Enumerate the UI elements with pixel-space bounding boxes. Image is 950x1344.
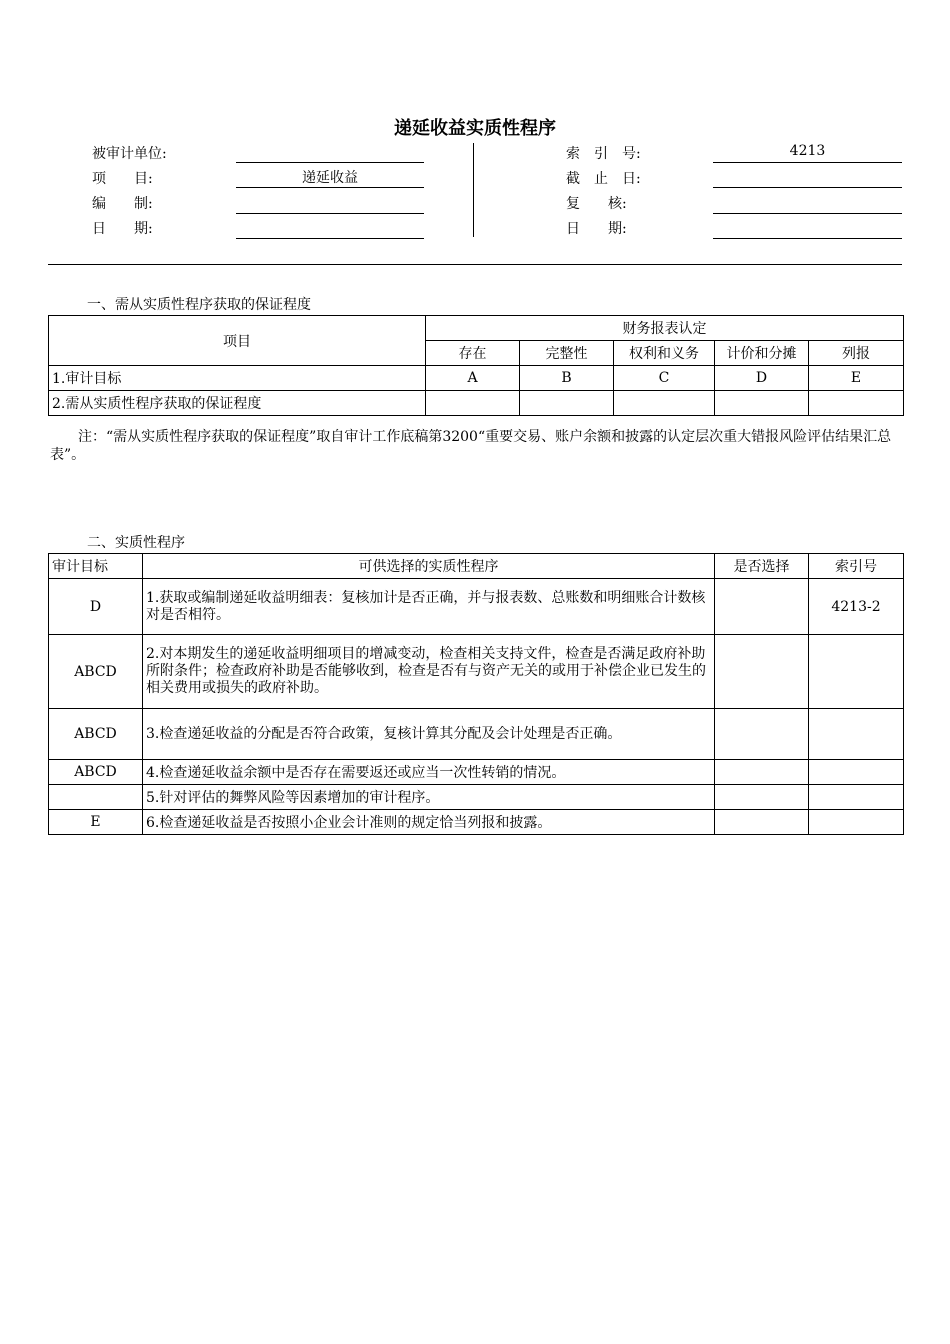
assurance-table — [48, 315, 904, 416]
preparer-field[interactable] — [236, 213, 424, 214]
item-header: 项目 — [49, 316, 426, 366]
selected-cell[interactable] — [715, 760, 809, 785]
table-cell: D — [715, 366, 809, 391]
assertion-presentation: 列报 — [809, 341, 904, 366]
goal-cell: ABCD — [49, 709, 143, 760]
table-cell[interactable] — [809, 391, 904, 416]
section1-heading: 一、需从实质性程序获取的保证程度 — [87, 297, 311, 313]
table-cell[interactable] — [426, 391, 520, 416]
index-number-label: 索 引 号: — [566, 146, 641, 162]
preparer-label: 编 制: — [92, 196, 153, 212]
col-header-procedure: 可供选择的实质性程序 — [143, 554, 715, 579]
table-row — [49, 785, 904, 810]
procedure-cell: 4.检查递延收益余额中是否存在需要返还或应当一次性转销的情况。 — [143, 760, 715, 785]
index-cell[interactable] — [809, 785, 904, 810]
auditee-field[interactable] — [236, 162, 424, 163]
assertion-existence: 存在 — [426, 341, 520, 366]
assertion-valuation: 计价和分摊 — [715, 341, 809, 366]
prepare-date-field[interactable] — [236, 238, 424, 239]
cutoff-date-field[interactable] — [713, 187, 902, 188]
table-cell: A — [426, 366, 520, 391]
table-cell[interactable] — [614, 391, 715, 416]
table-cell[interactable] — [520, 391, 614, 416]
row-label: 2.需从实质性程序获取的保证程度 — [49, 391, 426, 416]
goal-cell: E — [49, 810, 143, 835]
index-number-value: 4213 — [789, 143, 826, 159]
procedure-cell: 5.针对评估的舞弊风险等因素增加的审计程序。 — [143, 785, 715, 810]
prepare-date-label: 日 期: — [92, 221, 153, 237]
table-row — [49, 391, 904, 416]
review-date-field[interactable] — [713, 238, 902, 239]
cutoff-date-label: 截 止 日: — [566, 171, 641, 187]
selected-cell[interactable] — [715, 579, 809, 635]
page-title: 递延收益实质性程序 — [394, 118, 556, 139]
procedure-cell: 3.检查递延收益的分配是否符合政策，复核计算其分配及会计处理是否正确。 — [143, 709, 715, 760]
goal-cell: ABCD — [49, 760, 143, 785]
col-header-selected: 是否选择 — [715, 554, 809, 579]
project-label: 项 目: — [92, 171, 153, 187]
table-row — [49, 366, 904, 391]
table-row — [49, 579, 904, 635]
table-row — [49, 709, 904, 760]
procedure-cell: 1.获取或编制递延收益明细表：复核加计是否正确，并与报表数、总账数和明细账合计数核对是否相符。 — [143, 579, 715, 635]
assertion-completeness: 完整性 — [520, 341, 614, 366]
table-row — [49, 810, 904, 835]
note-text: 注：“需从实质性程序获取的保证程度”取自审计工作底稿第3200“重要交易、账户余额和披露的认定层次重大错报风险评估结果汇总表”。 — [50, 429, 892, 463]
table-cell: B — [520, 366, 614, 391]
table-row — [49, 760, 904, 785]
table-cell: C — [614, 366, 715, 391]
header-divider — [473, 143, 474, 237]
row-label: 1.审计目标 — [49, 366, 426, 391]
index-cell[interactable] — [809, 760, 904, 785]
review-date-label: 日 期: — [566, 221, 627, 237]
index-cell[interactable] — [809, 810, 904, 835]
header-rule — [48, 264, 902, 265]
col-header-goal: 审计目标 — [49, 554, 143, 579]
col-header-index: 索引号 — [809, 554, 904, 579]
assertion-rights-obligations: 权利和义务 — [614, 341, 715, 366]
reviewer-label: 复 核: — [566, 196, 627, 212]
index-number-field[interactable] — [713, 162, 902, 163]
section2-heading: 二、实质性程序 — [87, 535, 185, 551]
reviewer-field[interactable] — [713, 213, 902, 214]
procedures-table — [48, 553, 904, 835]
goal-cell — [49, 785, 143, 810]
assertion-group-header: 财务报表认定 — [426, 316, 904, 341]
goal-cell: D — [49, 579, 143, 635]
goal-cell: ABCD — [49, 635, 143, 709]
procedure-cell: 6.检查递延收益是否按照小企业会计准则的规定恰当列报和披露。 — [143, 810, 715, 835]
project-field[interactable] — [236, 187, 424, 188]
selected-cell[interactable] — [715, 635, 809, 709]
procedure-cell: 2.对本期发生的递延收益明细项目的增减变动，检查相关支持文件，检查是否满足政府补助所附条件；检查政府补助是否能够收到，检查是否有与资产无关的或用于补偿企业已发生的相关费用或损失的政府补助。 — [143, 635, 715, 709]
auditee-label: 被审计单位: — [92, 146, 167, 162]
table-row — [49, 635, 904, 709]
table-cell: E — [809, 366, 904, 391]
index-cell[interactable] — [809, 709, 904, 760]
selected-cell[interactable] — [715, 810, 809, 835]
table-cell[interactable] — [715, 391, 809, 416]
index-cell[interactable] — [809, 635, 904, 709]
index-cell[interactable]: 4213-2 — [809, 579, 904, 635]
project-value: 递延收益 — [302, 170, 358, 186]
selected-cell[interactable] — [715, 785, 809, 810]
selected-cell[interactable] — [715, 709, 809, 760]
